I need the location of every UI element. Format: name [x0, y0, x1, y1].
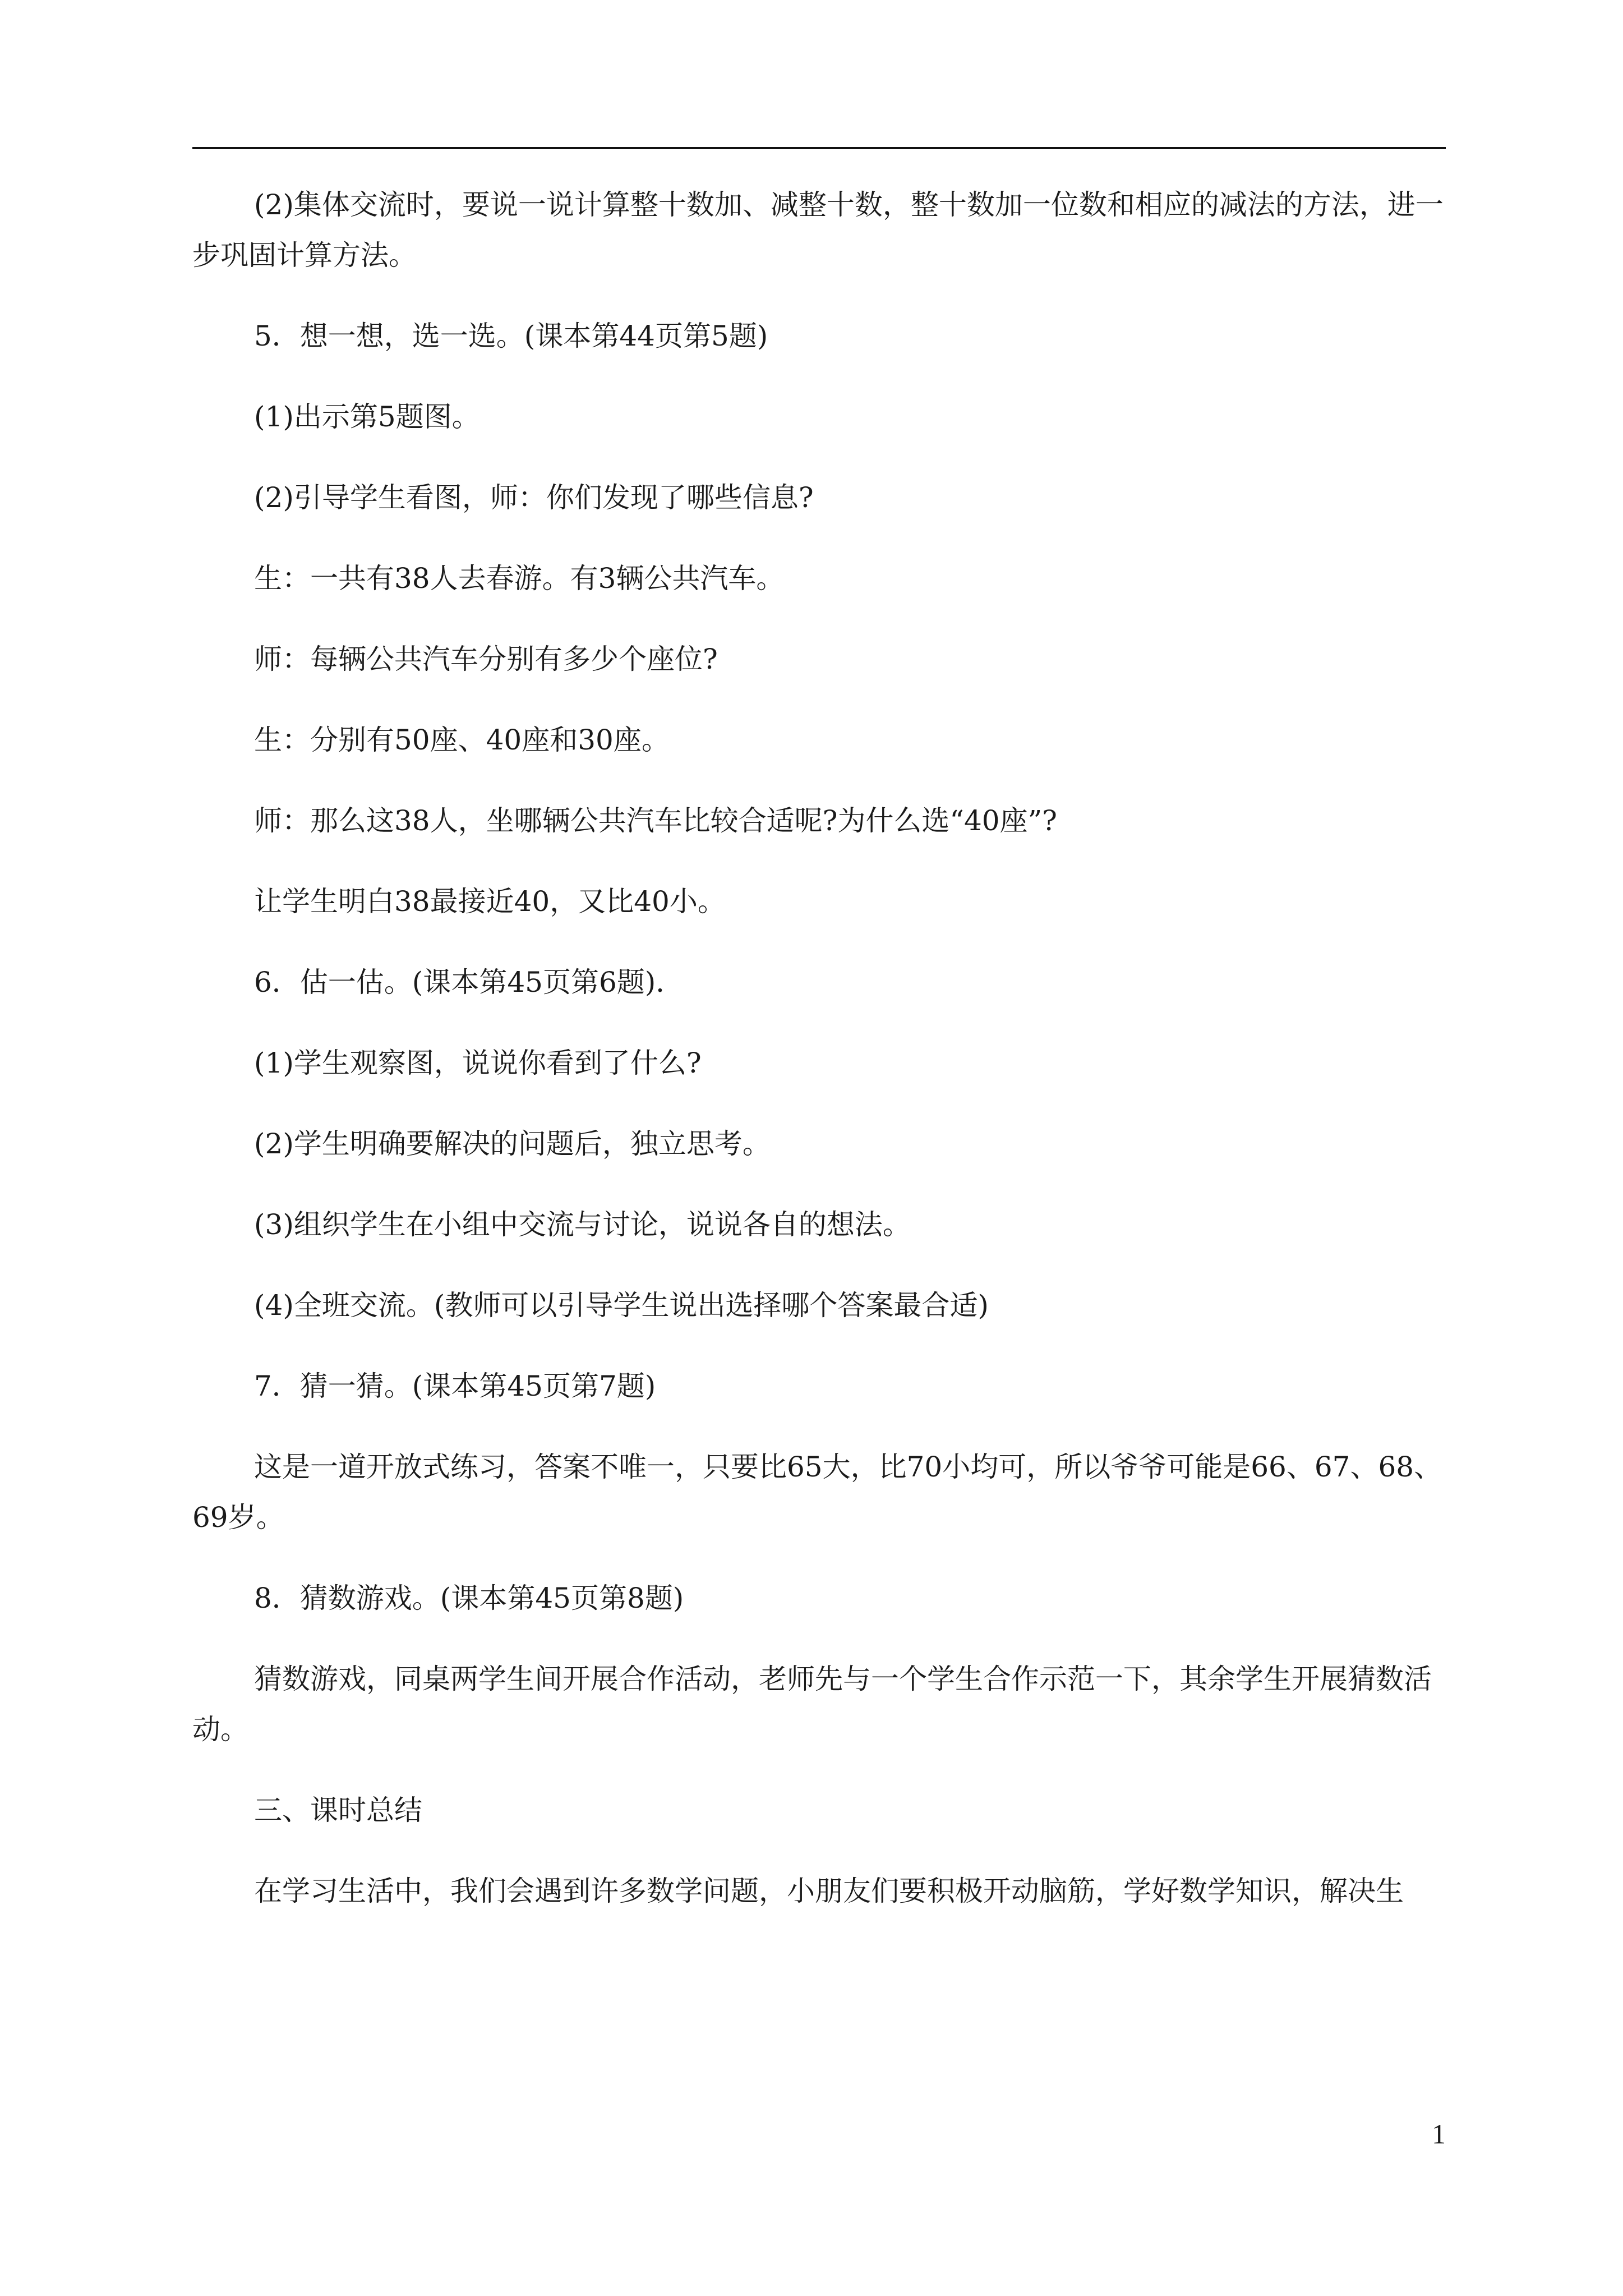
- paragraph: 5．想一想，选一选。(课本第44页第5题): [254, 320, 768, 352]
- paragraph: 师：那么这38人，坐哪辆公共汽车比较合适呢?为什么选“40座”?: [254, 804, 1057, 837]
- paragraph: (2)集体交流时，要说一说计算整十数加、减整十数，整十数加一位数和相应的减法的方法，进一步巩固计算方法。: [192, 188, 1444, 272]
- paragraph: 在学习生活中，我们会遇到许多数学问题，小朋友们要积极开动脑筋，学好数学知识，解决生: [254, 1875, 1404, 1907]
- paragraph: 8．猜数游戏。(课本第45页第8题): [254, 1582, 684, 1614]
- paragraph: 生：一共有38人去春游。有3辆公共汽车。: [254, 562, 785, 595]
- paragraph: (4)全班交流。(教师可以引导学生说出选择哪个答案最合适): [254, 1289, 989, 1322]
- paragraph: (1)学生观察图，说说你看到了什么?: [254, 1047, 702, 1079]
- paragraph: (3)组织学生在小组中交流与讨论，说说各自的想法。: [254, 1208, 911, 1241]
- header-rule: [192, 147, 1446, 149]
- paragraph: (2)引导学生看图，师：你们发现了哪些信息?: [254, 481, 814, 514]
- paragraph: 生：分别有50座、40座和30座。: [254, 724, 670, 756]
- paragraph: 这是一道开放式练习，答案不唯一，只要比65大，比70小均可，所以爷爷可能是66、67、68、69岁。: [192, 1451, 1442, 1534]
- paragraph: 6．估一估。(课本第45页第6题)．: [254, 966, 684, 999]
- document-body: [192, 180, 1446, 1947]
- paragraph: 师：每辆公共汽车分别有多少个座位?: [254, 643, 718, 675]
- paragraph: 7．猜一猜。(课本第45页第7题): [254, 1370, 656, 1402]
- page-number: 1: [1432, 2118, 1446, 2150]
- paragraph: 猜数游戏，同桌两学生间开展合作活动，老师先与一个学生合作示范一下，其余学生开展猜数活动。: [192, 1663, 1432, 1746]
- paragraph: (2)学生明确要解决的问题后，独立思考。: [254, 1128, 771, 1160]
- paragraph: 让学生明白38最接近40，又比40小。: [254, 885, 726, 918]
- paragraph: (1)出示第5题图。: [254, 401, 480, 433]
- section-heading: 三、课时总结: [254, 1794, 422, 1826]
